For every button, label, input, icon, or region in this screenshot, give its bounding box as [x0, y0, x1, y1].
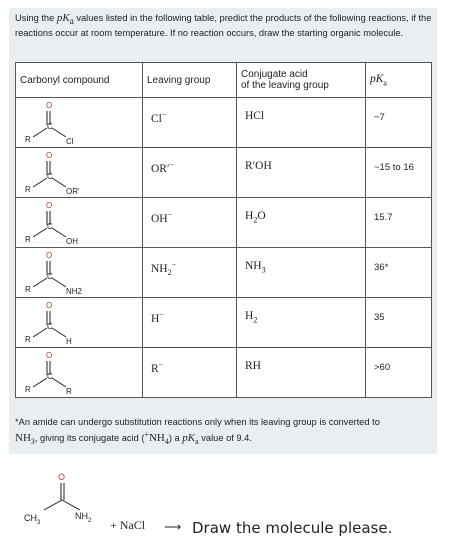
pka-table [15, 62, 432, 398]
r-group-label: R [25, 285, 31, 294]
svg-text:O: O [46, 301, 53, 310]
leaving-group-value: R− [151, 360, 164, 375]
oxygen-label: O [58, 472, 66, 482]
leaving-cell [143, 348, 237, 398]
table-header-row [16, 63, 432, 98]
pka-value: 15.7 [374, 212, 393, 223]
reagent-text: + NaCl [110, 518, 146, 532]
substituent-label: H [66, 337, 72, 346]
table-row [16, 198, 432, 248]
pka-value: 36* [374, 262, 389, 273]
carbonyl-structure [16, 248, 136, 297]
svg-text:C: C [47, 122, 53, 131]
conjugate-acid-value: $H_2O$ [245, 210, 266, 225]
svg-text:C: C [47, 272, 53, 281]
leaving-group-value: $NH_2^-$ [151, 260, 177, 278]
carbonyl-cell [16, 298, 143, 348]
carbonyl-cell [16, 98, 143, 148]
svg-text:O: O [46, 251, 53, 260]
svg-text:C: C [47, 172, 53, 181]
intro-text-start: Using the [15, 13, 57, 23]
pka-cell [366, 348, 432, 398]
substituent-label: OH [66, 237, 78, 246]
acid-cell [237, 98, 366, 148]
acid-cell [237, 348, 366, 398]
leaving-cell [143, 148, 237, 198]
pka-cell [366, 98, 432, 148]
leaving-group-value: H− [151, 310, 164, 325]
footnote: *An amide can undergo substitution reactions only when its leaving group is converted to $NH_3$, giving its conjugate acid $(^+NH_4)$ a $pK_a$ value of 9.4. [15, 417, 380, 446]
carbonyl-cell [16, 148, 143, 198]
leaving-group-value: OR′− [151, 160, 175, 175]
r-group-label: R [25, 335, 31, 344]
table-row [16, 148, 432, 198]
leaving-cell [143, 298, 237, 348]
carbonyl-structure [16, 148, 136, 197]
acid-cell [237, 148, 366, 198]
leaving-cell [143, 198, 237, 248]
carbonyl-structure [16, 98, 136, 147]
leaving-cell [143, 98, 237, 148]
instructions-text [15, 13, 433, 39]
prompt-text: Draw the molecule please. [192, 519, 393, 537]
table-row [16, 98, 432, 148]
intro-text-end: values listed in the following table, predict the products of the following reactions, if the reactions occur at room temperature. If no reaction occurs, draw the starting organic molecule. [15, 13, 432, 38]
pka-cell [366, 148, 432, 198]
substituent-label: NH2 [66, 287, 83, 296]
pka-value: ~15 to 16 [374, 162, 414, 173]
reaction-arrow: ⟶ [164, 520, 182, 534]
pka-cell [366, 298, 432, 348]
pka-symbol: $pK_a$ [56, 12, 74, 27]
r-group-label: R [25, 135, 31, 144]
acid-cell [237, 298, 366, 348]
r-group-label: R [25, 185, 31, 194]
leaving-cell [143, 248, 237, 298]
table-row [16, 248, 432, 298]
conjugate-acid-value: HCl [245, 110, 265, 122]
substituent-label: R [66, 387, 72, 396]
r-group-label: R [25, 385, 31, 394]
pka-value: >60 [374, 362, 391, 373]
header-leaving-group: Leaving group [143, 63, 237, 98]
pka-cell [366, 248, 432, 298]
amino-label: $NH_2$ [75, 511, 92, 524]
svg-text:O: O [46, 201, 53, 210]
svg-text:C: C [47, 222, 53, 231]
svg-text:C: C [47, 372, 53, 381]
carbonyl-structure [16, 198, 136, 247]
substituent-label: Cl [66, 137, 74, 146]
methyl-label: $CH_3$ [24, 513, 41, 526]
r-group-label: R [25, 235, 31, 244]
svg-text:O: O [46, 101, 53, 110]
conjugate-acid-value: RH [245, 360, 261, 372]
question-panel [9, 8, 437, 454]
conjugate-acid-value: $H_2$ [245, 310, 258, 325]
carbonyl-cell [16, 248, 143, 298]
svg-text:O: O [46, 151, 53, 160]
svg-text:C: C [47, 322, 53, 331]
carbonyl-structure [16, 348, 136, 397]
leaving-group-value: OH− [151, 210, 173, 225]
acid-cell [237, 198, 366, 248]
carbonyl-cell [16, 348, 143, 398]
table-row [16, 298, 432, 348]
table-row [16, 348, 432, 398]
pka-value: −7 [374, 112, 385, 123]
substituent-label: OR' [66, 187, 80, 196]
header-pka: $pK_a$ [366, 63, 432, 98]
pka-cell [366, 198, 432, 248]
acid-cell [237, 248, 366, 298]
pka-value: 35 [374, 312, 385, 323]
carbonyl-structure [16, 298, 136, 347]
header-carbonyl: Carbonyl compound [16, 63, 143, 98]
conjugate-acid-value: R′OH [245, 160, 272, 172]
carbonyl-cell [16, 198, 143, 248]
leaving-group-value: Cl− [151, 110, 167, 125]
header-conjugate-acid: Conjugate acid of the leaving group [237, 63, 366, 98]
svg-text:O: O [46, 351, 53, 360]
conjugate-acid-value: $NH_3$ [245, 260, 266, 275]
